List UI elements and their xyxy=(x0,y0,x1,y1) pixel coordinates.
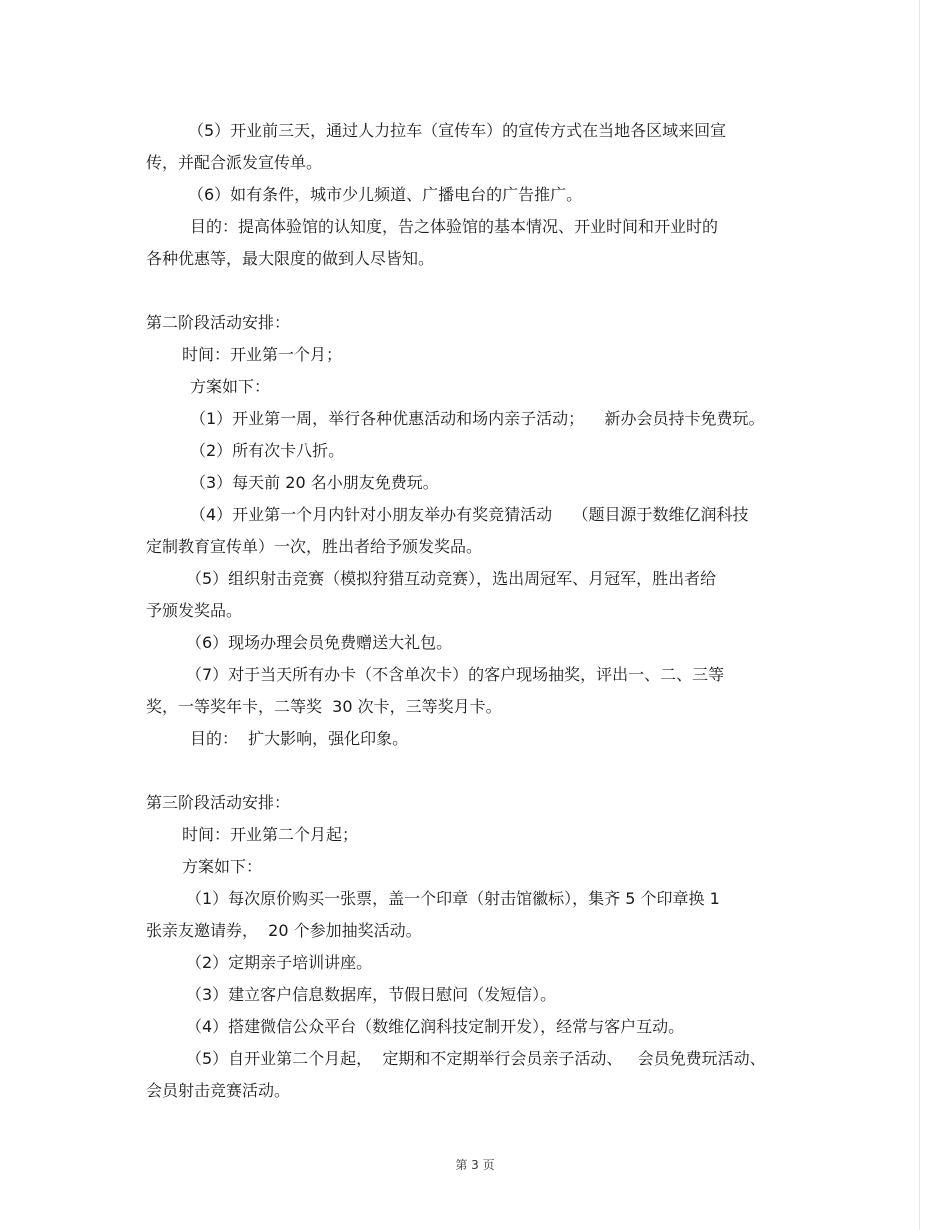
text-line: （3）每天前 20 名小朋友免费玩。 xyxy=(190,473,439,492)
text-line: 时间：开业第二个月起； xyxy=(182,825,359,844)
text-line: （4）开业第一个月内针对小朋友举办有奖竞猜活动 （题目源于数维亿润科技 xyxy=(190,505,749,524)
text-line: 张亲友邀请券， 20 个参加抽奖活动。 xyxy=(146,921,422,940)
text-line: （4）搭建微信公众平台（数维亿润科技定制开发），经常与客户互动。 xyxy=(186,1017,685,1036)
text-line: （5）开业前三天，通过人力拉车（宣传车）的宣传方式在当地各区域来回宣 xyxy=(188,121,727,140)
text-line: （6）如有条件，城市少儿频道、广播电台的广告推广。 xyxy=(188,185,583,204)
section-heading: 第二阶段活动安排： xyxy=(146,313,291,332)
text-line: （6）现场办理会员免费赠送大礼包。 xyxy=(186,633,453,652)
text-line: （1）开业第一周，举行各种优惠活动和场内亲子活动； 新办会员持卡免费玩。 xyxy=(190,409,765,428)
section-heading: 第三阶段活动安排： xyxy=(146,793,291,812)
text-line: （3）建立客户信息数据库，节假日慰问（发短信）。 xyxy=(186,985,557,1004)
text-line: （5）自开业第二个月起， 定期和不定期举行会员亲子活动、 会员免费玩活动、 xyxy=(186,1049,766,1068)
text-line: 定制教育宣传单）一次，胜出者给予颁发奖品。 xyxy=(146,537,483,556)
text-line: 予颁发奖品。 xyxy=(146,601,243,620)
page-number: 第 3 页 xyxy=(455,1158,495,1172)
text-line: （7）对于当天所有办卡（不含单次卡）的客户现场抽奖，评出一、二、三等 xyxy=(186,665,725,684)
text-line: 各种优惠等，最大限度的做到人尽皆知。 xyxy=(146,249,435,268)
text-line: （2）所有次卡八折。 xyxy=(190,441,345,460)
text-line: （1）每次原价购买一张票，盖一个印章（射击馆徽标），集齐 5 个印章换 1 xyxy=(186,889,720,908)
text-line: 传，并配合派发宣传单。 xyxy=(146,153,323,172)
text-line: 会员射击竞赛活动。 xyxy=(146,1081,291,1100)
page-edge xyxy=(919,0,920,1230)
text-line: 方案如下： xyxy=(190,377,271,396)
text-line: （5）组织射击竞赛（模拟狩猎互动竞赛），选出周冠军、月冠军，胜出者给 xyxy=(186,569,717,588)
text-line: 目的： 扩大影响，强化印象。 xyxy=(190,729,409,748)
text-line: 奖，一等奖年卡，二等奖 30 次卡，三等奖月卡。 xyxy=(146,697,502,716)
text-line: 方案如下： xyxy=(182,857,263,876)
text-line: 目的：提高体验馆的认知度，告之体验馆的基本情况、开业时间和开业时的 xyxy=(190,217,719,236)
text-line: 时间：开业第一个月； xyxy=(182,345,343,364)
text-line: （2）定期亲子培训讲座。 xyxy=(186,953,373,972)
